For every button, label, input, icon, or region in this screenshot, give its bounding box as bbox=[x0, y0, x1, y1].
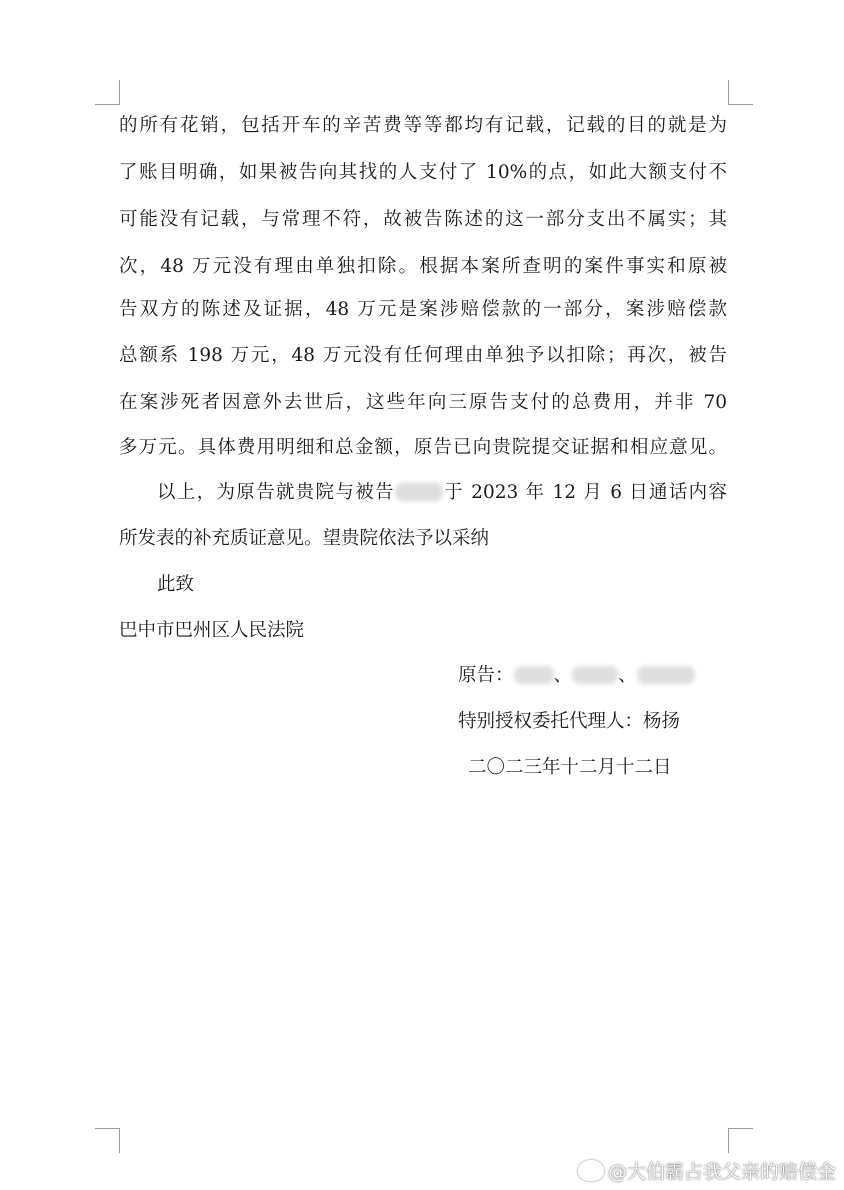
conclusion-text-part2: 于 2023 年 12 月 6 日通话内容 bbox=[442, 482, 727, 503]
document-date: 二〇二三年十二月十二日 bbox=[468, 757, 672, 778]
page-corner-mark-bottom-left bbox=[95, 1128, 120, 1153]
page-corner-mark-top-right bbox=[728, 80, 753, 105]
redacted-defendant-name bbox=[395, 483, 443, 501]
watermark-text: @大伯霸占我父亲的赔偿金 bbox=[607, 1161, 836, 1183]
redacted-plaintiff-name-2 bbox=[572, 666, 618, 684]
redacted-plaintiff-name-3 bbox=[637, 666, 695, 684]
paragraph-line: 在案涉死者因意外去世后，这些年向三原告支付的总费用，并非 70 bbox=[119, 392, 727, 413]
court-name: 巴中市巴州区人民法院 bbox=[119, 620, 305, 641]
salutation: 此致 bbox=[157, 574, 195, 595]
paragraph-line: 可能没有记载，与常理不符，故被告陈述的这一部分支出不属实；其 bbox=[119, 209, 727, 230]
conclusion-text-part1: 以上，为原告就贵院与被告 bbox=[157, 482, 395, 503]
agent-line: 特别授权委托代理人：杨扬 bbox=[458, 711, 681, 732]
name-separator: 、 bbox=[618, 665, 637, 686]
page-corner-mark-top-left bbox=[95, 80, 120, 105]
weibo-watermark bbox=[578, 1157, 836, 1184]
paragraph-line: 总额系 198 万元，48 万元没有任何理由单独予以扣除；再次，被告 bbox=[119, 345, 727, 366]
name-separator: 、 bbox=[553, 665, 573, 686]
paragraph-line: 了账目明确，如果被告向其找的人支付了 10%的点，如此大额支付不 bbox=[119, 162, 727, 183]
plaintiff-label: 原告： bbox=[458, 665, 514, 686]
paragraph-line: 告双方的陈述及证据，48 万元是案涉赔偿款的一部分，案涉赔偿款 bbox=[119, 299, 727, 320]
weibo-icon bbox=[578, 1160, 604, 1181]
paragraph-line: 的所有花销，包括开车的辛苦费等等都均有记载，记载的目的就是为 bbox=[119, 115, 727, 136]
paragraph-line: 多万元。具体费用明细和总金额，原告已向贵院提交证据和相应意见。 bbox=[119, 437, 727, 458]
plaintiff-signature-line bbox=[458, 662, 695, 690]
redacted-plaintiff-name-1 bbox=[514, 666, 554, 684]
conclusion-line-2: 所发表的补充质证意见。望贵院依法予以采纳 bbox=[119, 528, 490, 549]
conclusion-line-1 bbox=[157, 479, 727, 507]
page-corner-mark-bottom-right bbox=[728, 1128, 753, 1153]
paragraph-line: 次，48 万元没有理由单独扣除。根据本案所查明的案件事实和原被 bbox=[119, 256, 727, 277]
